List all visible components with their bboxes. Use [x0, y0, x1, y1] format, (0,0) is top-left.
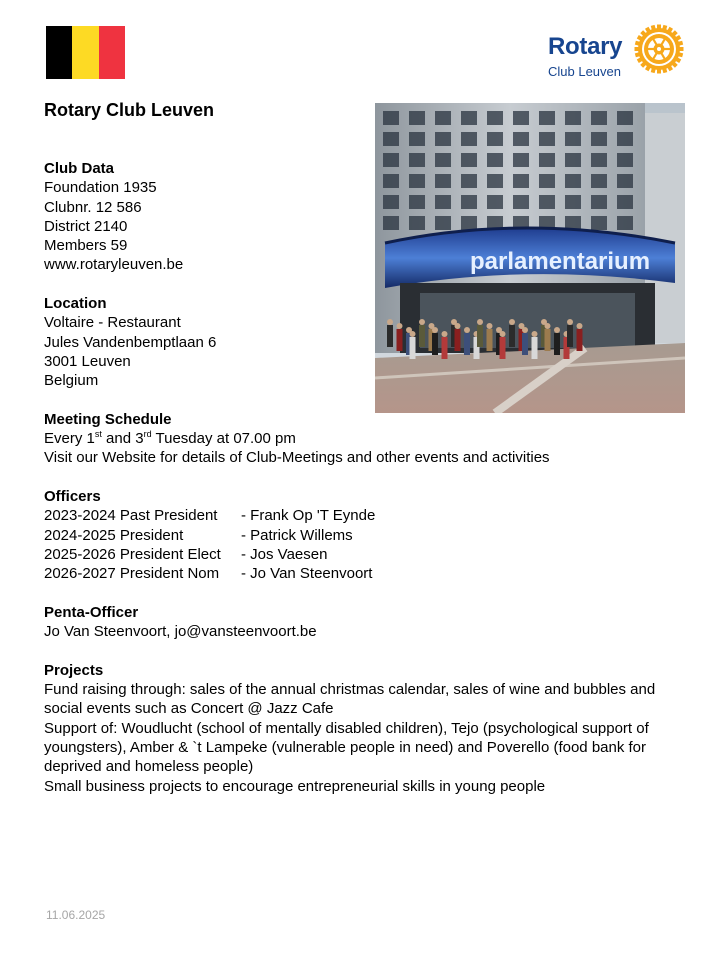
meeting-text-b: and 3	[101, 430, 144, 448]
officer-role: 2025-2026 President Elect	[44, 545, 221, 563]
penta-section	[44, 603, 694, 642]
officer-row	[44, 564, 694, 583]
officer-name: - Jo Van Steenvoort	[241, 565, 373, 583]
project-support-text: Support of: Woudlucht (school of mentally disabled children), Tejo (psychological support of youngsters), Amber & `t Lampeke (vulnerable people in need) and Poverello (food bank for deprived and homeless people)	[44, 719, 649, 776]
officer-role: 2024-2025 President	[44, 526, 184, 544]
project-fundraising-text: Fund raising through: sales of the annual christmas calendar, sales of wine and bubbles and social events such as Concert @ Jazz Cafe	[44, 681, 656, 718]
meeting-schedule-text	[44, 429, 694, 448]
meeting-website-note: Visit our Website for details of Club-Meetings and other events and activities	[44, 449, 550, 467]
clubnr-text: Clubnr. 12 586	[44, 198, 142, 216]
officer-role: 2023-2024 Past President	[44, 507, 218, 525]
officer-name: - Frank Op 'T Eynde	[241, 507, 376, 525]
meeting-section	[44, 410, 694, 468]
club-data-heading: Club Data	[44, 160, 115, 177]
project-business-text: Small business projects to encourage entrepreneurial skills in young people	[44, 777, 546, 795]
meeting-text-a: Every 1	[44, 430, 95, 448]
officer-row	[44, 545, 694, 564]
officer-role: 2026-2027 President Nom	[44, 565, 220, 583]
belgian-flag	[46, 26, 125, 79]
page-title: Rotary Club Leuven	[44, 100, 215, 120]
projects-heading: Projects	[44, 661, 104, 679]
rotary-logo-word: Rotary	[548, 33, 623, 60]
street-text: Jules Vandenbemptlaan 6	[44, 333, 217, 351]
officers-heading: Officers	[44, 488, 101, 506]
flag-stripe-yellow	[72, 26, 98, 79]
location-heading: Location	[44, 295, 107, 313]
officer-name: - Jos Vaesen	[241, 545, 328, 563]
foundation-text: Foundation 1935	[44, 179, 157, 197]
officers-section	[44, 487, 694, 583]
district-text: District 2140	[44, 217, 128, 235]
rotary-logo-club: Club Leuven	[548, 64, 621, 79]
flag-stripe-black	[46, 26, 72, 79]
website-link[interactable]: www.rotaryleuven.be	[44, 256, 184, 274]
members-text: Members 59	[44, 237, 128, 255]
parlamentarium-sign: parlamentarium	[470, 248, 651, 275]
parlamentarium-photo	[375, 103, 685, 413]
rotary-logo	[548, 24, 688, 84]
officer-row	[44, 506, 694, 525]
meeting-heading: Meeting Schedule	[44, 410, 172, 428]
venue-text: Voltaire - Restaurant	[44, 314, 181, 332]
officer-row	[44, 526, 694, 545]
city-text: 3001 Leuven	[44, 352, 131, 370]
penta-heading: Penta-Officer	[44, 603, 139, 621]
footer-date: 11.06.2025	[46, 908, 106, 922]
country-text: Belgium	[44, 372, 99, 390]
meeting-sup-2: rd	[143, 429, 152, 440]
flag-stripe-red	[99, 26, 125, 79]
meeting-sup-1: st	[94, 429, 102, 440]
penta-officer-text: Jo Van Steenvoort, jo@vansteenvoort.be	[44, 623, 317, 641]
rotary-wheel-icon	[634, 24, 684, 74]
meeting-text-c: Tuesday at 07.00 pm	[151, 430, 296, 448]
officer-name: - Patrick Willems	[241, 526, 353, 544]
projects-section	[44, 661, 694, 796]
